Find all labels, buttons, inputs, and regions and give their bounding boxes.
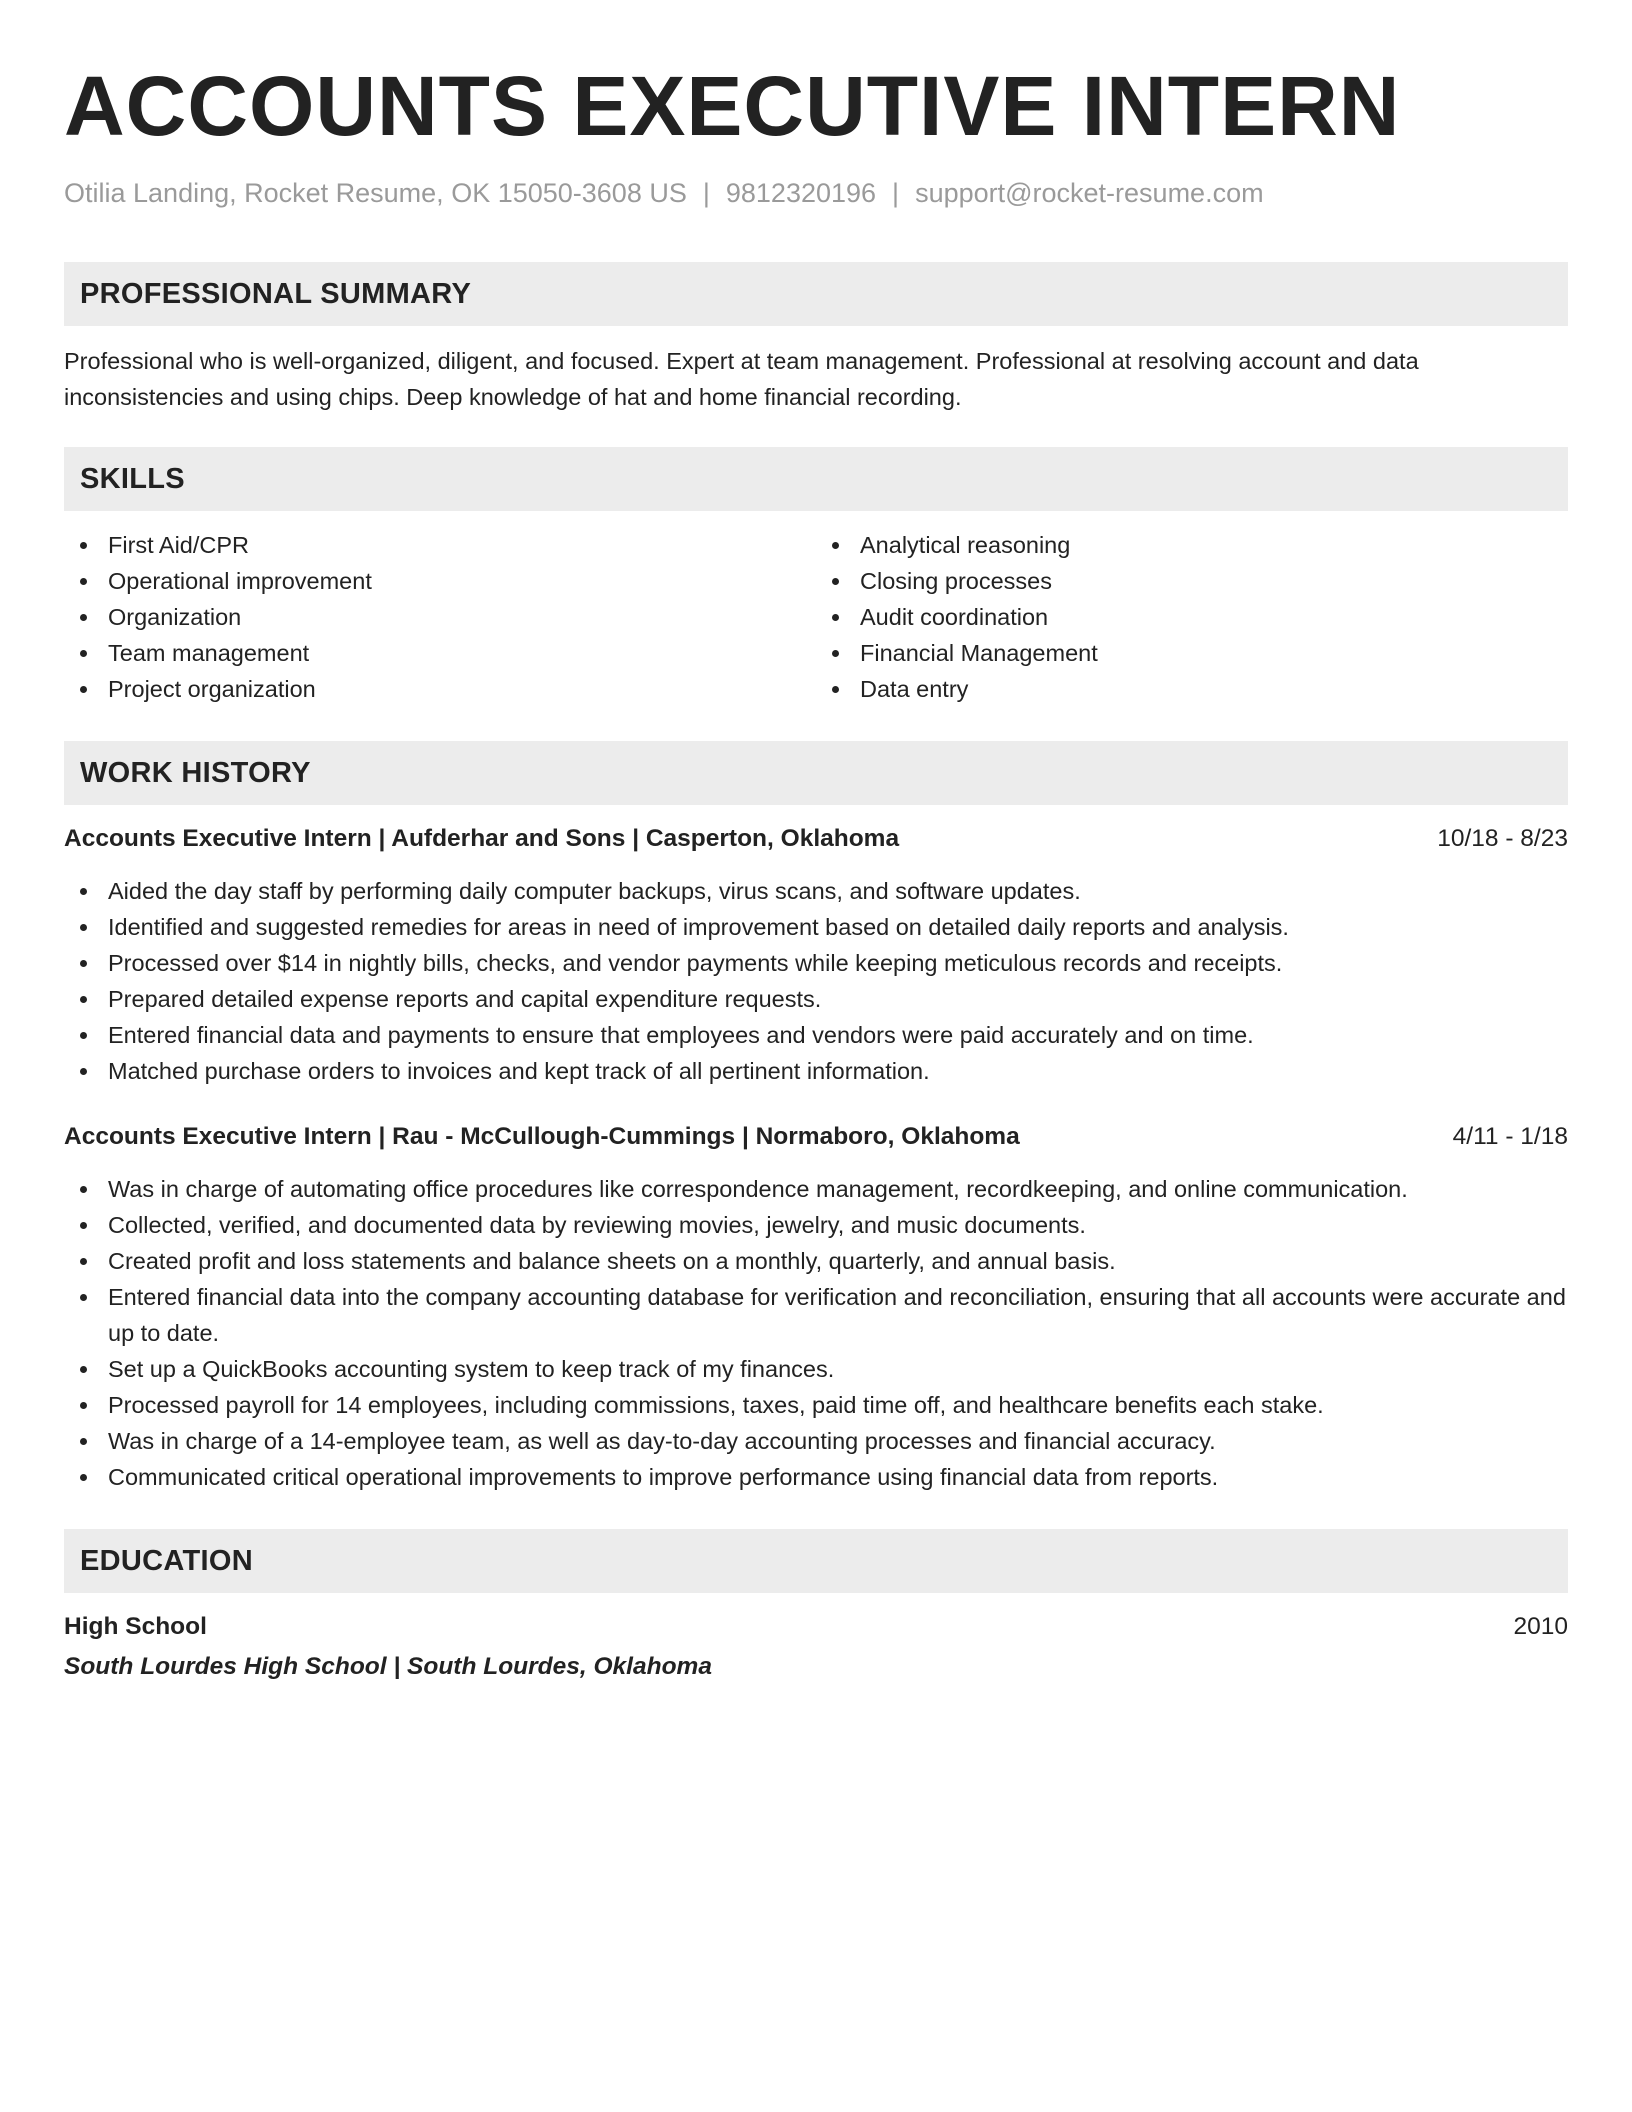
section-heading-summary: PROFESSIONAL SUMMARY bbox=[64, 262, 1568, 326]
contact-phone: 9812320196 bbox=[725, 178, 877, 208]
education-school: South Lourdes High School | South Lourdes, Oklahoma bbox=[64, 1653, 712, 1680]
skill-item: Team management bbox=[64, 635, 816, 671]
job-bullet-list bbox=[64, 873, 1568, 1089]
job-title: Accounts Executive Intern | Aufderhar and Sons | Casperton, Oklahoma bbox=[64, 825, 900, 852]
skills-column-right bbox=[816, 527, 1568, 707]
skill-item: First Aid/CPR bbox=[64, 527, 816, 563]
education-header bbox=[64, 1609, 1568, 1645]
summary-text: Professional who is well-organized, diligent, and focused. Expert at team management. Professional at resolving account and data inconsistencies and using chips. Deep knowledge of hat and home financial recording. bbox=[64, 348, 1419, 410]
contact-separator: | bbox=[892, 178, 900, 208]
job-bullet-list bbox=[64, 1171, 1568, 1495]
skill-item: Data entry bbox=[816, 671, 1568, 707]
job-bullet: Set up a QuickBooks accounting system to keep track of my finances. bbox=[64, 1351, 1568, 1387]
job-bullet: Identified and suggested remedies for areas in need of improvement based on detailed daily reports and analysis. bbox=[64, 909, 1568, 945]
skills-column-left bbox=[64, 527, 816, 707]
skill-item: Analytical reasoning bbox=[816, 527, 1568, 563]
skill-item: Audit coordination bbox=[816, 599, 1568, 635]
job-dates: 10/18 - 8/23 bbox=[1437, 825, 1568, 852]
job-bullet: Prepared detailed expense reports and capital expenditure requests. bbox=[64, 981, 1568, 1017]
job-title: Accounts Executive Intern | Rau - McCullough-Cummings | Normaboro, Oklahoma bbox=[64, 1123, 1020, 1150]
job-bullet: Entered financial data and payments to ensure that employees and vendors were paid accurately and on time. bbox=[64, 1017, 1568, 1053]
candidate-name: ACCOUNTS EXECUTIVE INTERN bbox=[64, 59, 1401, 153]
section-heading-skills: SKILLS bbox=[64, 447, 1568, 511]
education-year: 2010 bbox=[1513, 1613, 1568, 1640]
contact-separator: | bbox=[702, 178, 710, 208]
skill-item: Project organization bbox=[64, 671, 816, 707]
job-header bbox=[64, 1119, 1568, 1155]
job-bullet: Was in charge of automating office procedures like correspondence management, recordkeeping, and online communication. bbox=[64, 1171, 1568, 1207]
job-bullet: Created profit and loss statements and balance sheets on a monthly, quarterly, and annual basis. bbox=[64, 1243, 1568, 1279]
job-bullet: Collected, verified, and documented data by reviewing movies, jewelry, and music documents. bbox=[64, 1207, 1568, 1243]
skill-item: Organization bbox=[64, 599, 816, 635]
contact-address: Otilia Landing, Rocket Resume, OK 15050-3608 US bbox=[64, 178, 687, 208]
job-bullet: Entered financial data into the company accounting database for verification and reconciliation, ensuring that all accounts were accurate and up to date. bbox=[64, 1279, 1568, 1351]
education-degree: High School bbox=[64, 1613, 207, 1640]
skill-item: Operational improvement bbox=[64, 563, 816, 599]
job-bullet: Was in charge of a 14-employee team, as well as day-to-day accounting processes and financial accuracy. bbox=[64, 1423, 1568, 1459]
job-bullet: Processed payroll for 14 employees, including commissions, taxes, paid time off, and healthcare benefits each stake. bbox=[64, 1387, 1568, 1423]
skill-item: Closing processes bbox=[816, 563, 1568, 599]
job-header bbox=[64, 821, 1568, 857]
contact-line bbox=[64, 176, 1568, 210]
job-dates: 4/11 - 1/18 bbox=[1452, 1123, 1568, 1150]
section-heading-education: EDUCATION bbox=[64, 1529, 1568, 1593]
job-bullet: Communicated critical operational improvements to improve performance using financial data from reports. bbox=[64, 1459, 1568, 1495]
job-bullet: Processed over $14 in nightly bills, checks, and vendor payments while keeping meticulous records and receipts. bbox=[64, 945, 1568, 981]
skill-item: Financial Management bbox=[816, 635, 1568, 671]
job-bullet: Aided the day staff by performing daily computer backups, virus scans, and software updates. bbox=[64, 873, 1568, 909]
skills-grid bbox=[64, 527, 1568, 707]
job-bullet: Matched purchase orders to invoices and kept track of all pertinent information. bbox=[64, 1053, 1568, 1089]
contact-email: support@rocket-resume.com bbox=[915, 178, 1264, 208]
section-heading-work-history: WORK HISTORY bbox=[64, 741, 1568, 805]
